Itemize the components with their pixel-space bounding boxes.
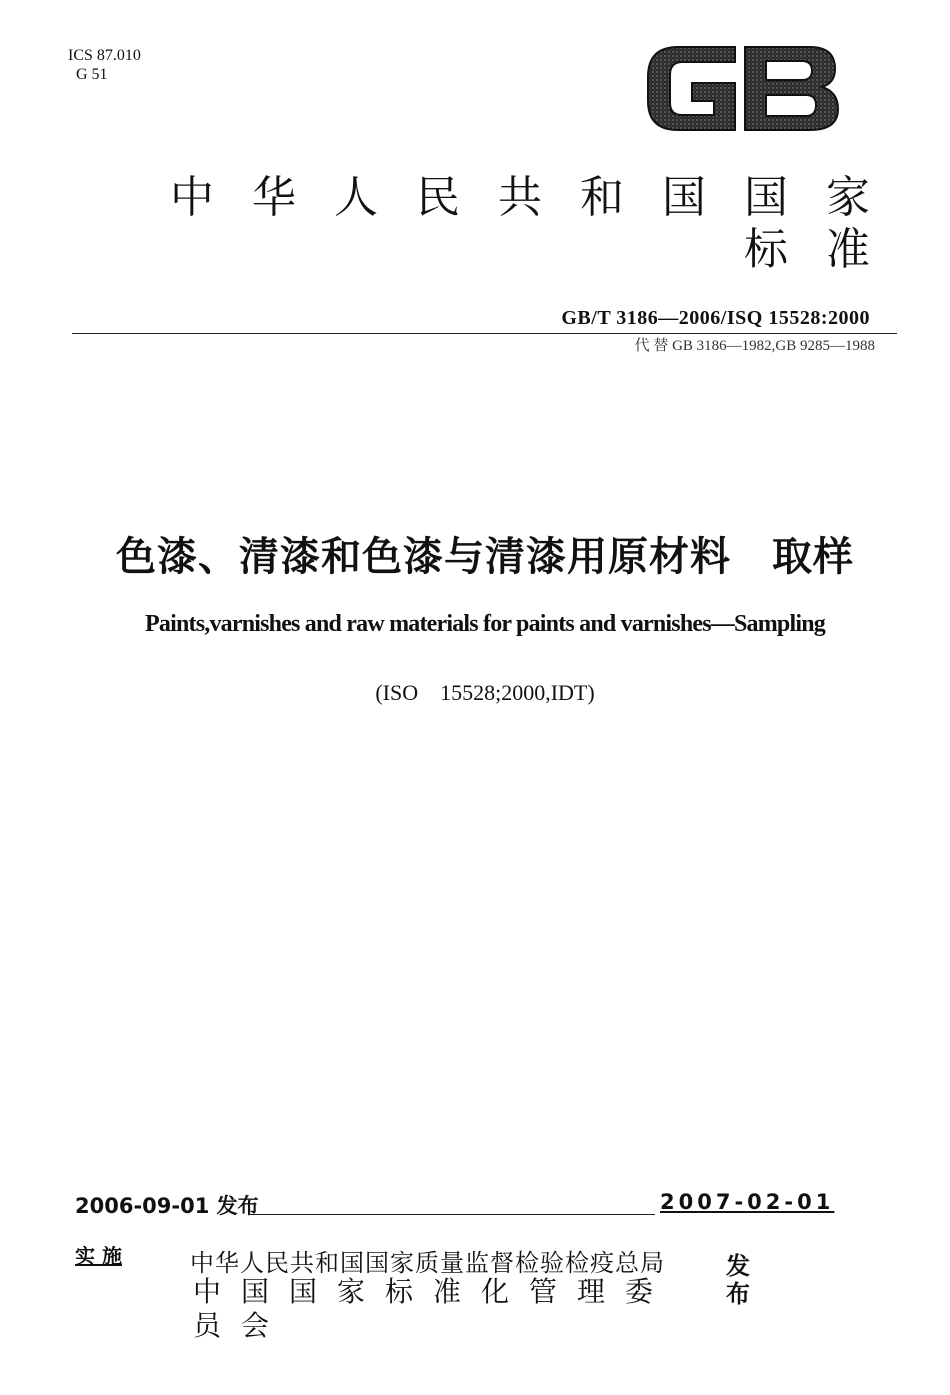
issuer-sac: 中国国家标准化管理委员会 <box>193 1275 674 1342</box>
ics-code-block <box>68 46 141 84</box>
chinese-title: 色漆、清漆和色漆与清漆用原材料 取样 <box>116 534 854 580</box>
effective-date: 2007-02-01 <box>660 1190 835 1214</box>
issue-label: 发布 <box>726 1252 750 1308</box>
standard-number: GB/T 3186—2006/ISQ 15528:2000 <box>561 307 870 329</box>
replaces-note: 代 替 GB 3186—1982,GB 9285—1988 <box>634 338 875 354</box>
gb-logo-icon <box>640 35 845 140</box>
issuer-aqsiq: 中华人民共和国国家质量监督检验检疫总局 <box>190 1249 665 1277</box>
english-title: Paints,varnishes and raw materials for paints and varnishes—Sampling <box>145 611 825 637</box>
classification-code: G 51 <box>76 66 108 83</box>
publish-underline <box>248 1214 655 1215</box>
iso-reference: (ISO 15528;2000,IDT) <box>375 680 595 705</box>
implement-label: 实 施 <box>75 1244 122 1268</box>
publish-date: 2006-09-01 发布 <box>75 1194 259 1218</box>
ics-code: ICS 87.010 <box>68 47 141 64</box>
national-standard-title: 中华人民共和国国家标准 <box>170 172 908 275</box>
